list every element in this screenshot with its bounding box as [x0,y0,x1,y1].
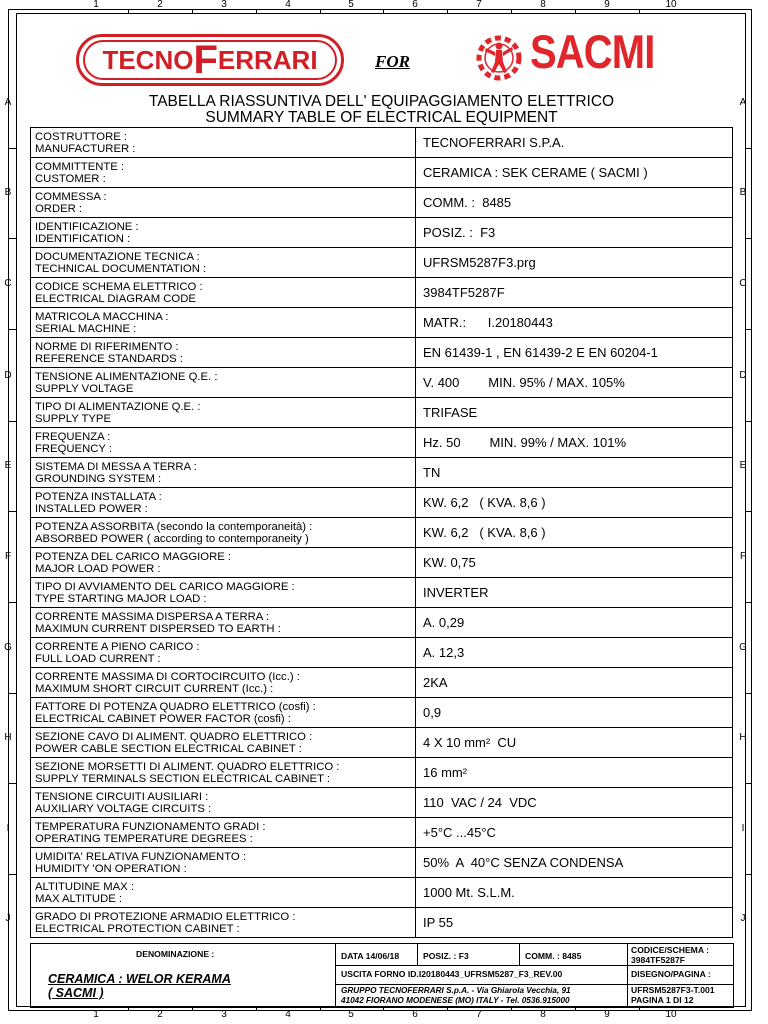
label-italian: UMIDITA' RELATIVA FUNZIONAMENTO : [35,851,246,863]
ruler-column-label: 4 [285,0,291,10]
ruler-column-label: 7 [476,0,482,10]
ruler-column-label: 5 [348,1009,354,1020]
label-italian: FREQUENZA : [35,431,111,443]
label-italian: NORME DI RIFERIMENTO : [35,341,179,353]
row-value: A. 0,29 [416,608,733,637]
ruler-tick [639,9,640,14]
ruler-row-label: C [4,278,12,289]
label-english: SUPPLY VOLTAGE [35,383,134,395]
label-italian: POTENZA DEL CARICO MAGGIORE : [35,551,232,563]
denominazione-value [48,972,231,1000]
ruler-row-label: E [739,460,747,471]
table-row [31,608,733,638]
ruler-tick [128,9,129,14]
label-english: MAXIMUM SHORT CIRCUIT CURRENT (Icc.) : [35,683,274,695]
ruler-column-label: 8 [540,1009,546,1020]
label-italian: COMMESSA : [35,191,107,203]
label-english: CUSTOMER : [35,173,106,185]
ruler-row-label: G [4,642,12,653]
label-italian: SEZIONE CAVO DI ALIMENT. QUADRO ELETTRICO : [35,731,313,743]
ruler-row-label: F [4,551,12,562]
label-english: SERIAL MACHINE : [35,323,137,335]
label-english: FREQUENCY : [35,443,112,455]
label-italian: CORRENTE MASSIMA DI CORTOCIRCUITO (Icc.) : [35,671,300,683]
label-italian: TIPO DI ALIMENTAZIONE Q.E. : [35,401,201,413]
tecnoferrari-logo [76,34,344,86]
ruler-tick [745,511,752,512]
ruler-row-label: H [4,732,12,743]
row-label [31,158,416,187]
ruler-column-label: 9 [604,0,610,10]
ruler-row-label: I [6,823,10,834]
company-address [341,986,571,1005]
row-label [31,818,416,847]
row-label [31,518,416,547]
row-label [31,278,416,307]
row-label [31,188,416,217]
row-value: 0,9 [416,698,733,727]
table-row [31,818,733,848]
row-label [31,608,416,637]
table-row [31,698,733,728]
label-english: GROUNDING SYSTEM : [35,473,162,485]
label-english: SUPPLY TYPE [35,413,111,425]
table-row [31,518,733,548]
ruler-tick [9,238,16,239]
ruler-column-label: 5 [348,0,354,10]
label-english: TECHNICAL DOCUMENTATION : [35,263,207,275]
disegno-value: UFRSM5287F3-T.001 [631,985,715,995]
row-value: IP 55 [416,908,733,937]
ruler-tick [9,874,16,875]
ruler-row-label: J [740,913,746,924]
label-italian: TENSIONE CIRCUITI AUSILIARI : [35,791,209,803]
label-english: INSTALLED POWER : [35,503,148,515]
ruler-column-label: 3 [221,0,227,10]
ruler-row-label: B [739,187,747,198]
ruler-row-label: H [739,732,747,743]
label-italian: FATTORE DI POTENZA QUADRO ELETTRICO (cosfi) : [35,701,316,713]
row-value: POSIZ. : F3 [416,218,733,247]
label-italian: CORRENTE MASSIMA DISPERSA A TERRA : [35,611,269,623]
row-label [31,128,416,157]
label-english: ELECTRICAL PROTECTION CABINET : [35,923,240,935]
table-row [31,248,733,278]
row-label [31,908,416,937]
row-value: KW. 6,2 ( KVA. 8,6 ) [416,488,733,517]
sacmi-logo: SACMI [530,25,655,78]
label-english: MAJOR LOAD POWER : [35,563,161,575]
ruler-tick [745,874,752,875]
logo-big-letter: F [193,38,218,82]
sacmi-gear-mark-icon [470,28,528,86]
label-english: SUPPLY TERMINALS SECTION ELECTRICAL CABINET : [35,773,331,785]
denominazione-label: DENOMINAZIONE : [136,949,215,959]
table-row [31,548,733,578]
label-english: REFERENCE STANDARDS : [35,353,183,365]
title-italian: TABELLA RIASSUNTIVA DELL' EQUIPAGGIAMENTO ELETTRICO [148,93,615,110]
table-row [31,458,733,488]
ruler-tick [320,9,321,14]
ruler-row-label: D [739,370,747,381]
label-italian: TIPO DI AVVIAMENTO DEL CARICO MAGGIORE : [35,581,295,593]
ruler-tick [9,602,16,603]
for-label: FOR [375,52,410,71]
row-value: KW. 6,2 ( KVA. 8,6 ) [416,518,733,547]
row-value: 50% A 40°C SENZA CONDENSA [416,848,733,877]
label-english: ABSORBED POWER ( according to contemporaneity ) [35,533,309,545]
codice-value: 3984TF5287F [631,954,685,965]
table-row [31,398,733,428]
denominazione-line2: ( SACMI ) [48,986,104,1000]
ruler-tick [575,9,576,14]
row-label [31,848,416,877]
row-value: UFRSM5287F3.prg [416,248,733,277]
company-line1: GRUPPO TECNOFERRARI S.p.A. - Via Ghiarola Vecchia, 91 [341,986,571,995]
row-value: 16 mm² [416,758,733,787]
label-english: MAX ALTITUDE : [35,893,123,905]
ruler-column-label: 7 [476,1009,482,1020]
table-row [31,788,733,818]
ruler-tick [745,602,752,603]
label-english: HUMIDITY 'ON OPERATION : [35,863,187,875]
ruler-row-label: A [4,97,12,108]
row-value: A. 12,3 [416,638,733,667]
row-label [31,878,416,907]
disegno-label: DISEGNO/PAGINA : [631,969,711,979]
table-row [31,188,733,218]
table-row [31,638,733,668]
label-english: AUXILIARY VOLTAGE CIRCUITS : [35,803,212,815]
label-italian: MATRICOLA MACCHINA : [35,311,169,323]
ruler-column-label: 1 [93,1009,99,1020]
uscita-forno: USCITA FORNO ID.I20180443_UFRSM5287_F3_REV.00 [341,969,563,979]
denominazione-line1: CERAMICA : WELOR KERAMA [48,972,231,986]
row-label [31,638,416,667]
row-label [31,458,416,487]
table-row [31,428,733,458]
ruler-row-label: J [5,913,11,924]
row-label [31,728,416,757]
row-value: Hz. 50 MIN. 99% / MAX. 101% [416,428,733,457]
label-italian: CORRENTE A PIENO CARICO : [35,641,200,653]
table-row [31,218,733,248]
codice-schema [631,946,709,965]
row-value: TECNOFERRARI S.P.A. [416,128,733,157]
ruler-tick [745,693,752,694]
pagina-value: PAGINA 1 DI 12 [631,994,694,1005]
ruler-tick [9,511,16,512]
ruler-column-label: 6 [412,1009,418,1020]
table-row [31,848,733,878]
label-italian: ALTITUDINE MAX : [35,881,134,893]
ruler-row-label: G [739,642,747,653]
label-italian: COMMITTENTE : [35,161,125,173]
ruler-tick [9,783,16,784]
ruler-column-label: 1 [93,0,99,10]
row-value: COMM. : 8485 [416,188,733,217]
label-english: IDENTIFICATION : [35,233,131,245]
table-row [31,758,733,788]
row-value: INVERTER [416,578,733,607]
row-value: 3984TF5287F [416,278,733,307]
label-english: ORDER : [35,203,83,215]
row-label [31,788,416,817]
ruler-column-label: 9 [604,1009,610,1020]
data-field: DATA 14/06/18 [341,951,400,961]
ruler-tick [9,329,16,330]
row-label [31,218,416,247]
label-italian: SEZIONE MORSETTI DI ALIMENT. QUADRO ELETTRICO : [35,761,340,773]
table-row [31,338,733,368]
posiz-field: POSIZ. : F3 [423,951,469,961]
label-italian: POTENZA ASSORBITA (secondo la contemporaneità) : [35,521,313,533]
table-row [31,308,733,338]
ruler-tick [745,329,752,330]
codice-label: CODICE/SCHEMA : [631,945,709,955]
label-italian: TEMPERATURA FUNZIONAMENTO GRADI : [35,821,266,833]
row-label [31,758,416,787]
ruler-tick [745,783,752,784]
row-value: EN 61439-1 , EN 61439-2 E EN 60204-1 [416,338,733,367]
label-italian: DOCUMENTAZIONE TECNICA : [35,251,200,263]
ruler-tick [745,148,752,149]
row-label [31,668,416,697]
ruler-row-label: D [4,370,12,381]
ruler-row-label: E [4,460,12,471]
title-english: SUMMARY TABLE OF ELECTRICAL EQUIPMENT [205,109,558,126]
row-value: 110 VAC / 24 VDC [416,788,733,817]
title-block [30,943,734,1008]
row-value: +5°C ...45°C [416,818,733,847]
ruler-tick [256,9,257,14]
ruler-tick [447,9,448,14]
table-row [31,488,733,518]
row-value: MATR.: I.20180443 [416,308,733,337]
ruler-row-label: A [739,97,747,108]
ruler-tick [383,9,384,14]
ruler-column-label: 3 [221,1009,227,1020]
ruler-column-label: 6 [412,0,418,10]
row-value: 1000 Mt. S.L.M. [416,878,733,907]
summary-table [30,127,733,938]
logo-suffix: ERRARI [217,44,318,75]
ruler-column-label: 10 [665,0,677,10]
row-value: CERAMICA : SEK CERAME ( SACMI ) [416,158,733,187]
table-row [31,878,733,908]
label-italian: COSTRUTTORE : [35,131,128,143]
ruler-tick [9,421,16,422]
label-english: TYPE STARTING MAJOR LOAD : [35,593,207,605]
row-value: TN [416,458,733,487]
row-label [31,578,416,607]
table-row [31,278,733,308]
ruler-tick [745,238,752,239]
ruler-tick [745,421,752,422]
ruler-row-label: I [741,823,745,834]
ruler-row-label: F [739,551,747,562]
row-label [31,398,416,427]
label-english: OPERATING TEMPERATURE DEGREES : [35,833,253,845]
label-english: ELECTRICAL CABINET POWER FACTOR (cosfi) : [35,713,291,725]
ruler-tick [192,9,193,14]
label-italian: CODICE SCHEMA ELETTRICO : [35,281,203,293]
row-value: 4 X 10 mm² CU [416,728,733,757]
row-value: V. 400 MIN. 95% / MAX. 105% [416,368,733,397]
row-label [31,338,416,367]
table-row [31,908,733,938]
row-label [31,698,416,727]
ruler-column-label: 2 [157,0,163,10]
disegno-pagina [631,986,715,1005]
ruler-tick [9,148,16,149]
ruler-column-label: 2 [157,1009,163,1020]
logo-prefix: TECNO [102,44,194,75]
table-row [31,668,733,698]
table-row [31,128,733,158]
table-row [31,728,733,758]
ruler-row-label: B [4,187,12,198]
row-label [31,368,416,397]
label-italian: IDENTIFICAZIONE : [35,221,139,233]
label-english: MAXIMUN CURRENT DISPERSED TO EARTH : [35,623,281,635]
ruler-tick [9,693,16,694]
row-value: KW. 0,75 [416,548,733,577]
label-english: ELECTRICAL DIAGRAM CODE [35,293,196,305]
row-label [31,548,416,577]
ruler-row-label: C [739,278,747,289]
table-row [31,368,733,398]
ruler-column-label: 8 [540,0,546,10]
label-english: MANUFACTURER : [35,143,136,155]
label-italian: POTENZA INSTALLATA : [35,491,162,503]
company-line2: 41042 FIORANO MODENESE (MO) ITALY - Tel. 0536.915000 [341,995,570,1005]
comm-field: COMM. : 8485 [525,951,582,961]
row-label [31,308,416,337]
row-value: TRIFASE [416,398,733,427]
table-row [31,578,733,608]
label-english: POWER CABLE SECTION ELECTRICAL CABINET : [35,743,302,755]
ruler-column-label: 4 [285,1009,291,1020]
label-italian: GRADO DI PROTEZIONE ARMADIO ELETTRICO : [35,911,296,923]
ruler-column-label: 10 [665,1009,677,1020]
label-italian: TENSIONE ALIMENTAZIONE Q.E. : [35,371,218,383]
table-row [31,158,733,188]
label-english: FULL LOAD CURRENT : [35,653,161,665]
row-label [31,248,416,277]
row-label [31,488,416,517]
ruler-tick [511,9,512,14]
row-value: 2KA [416,668,733,697]
label-italian: SISTEMA DI MESSA A TERRA : [35,461,197,473]
row-label [31,428,416,457]
